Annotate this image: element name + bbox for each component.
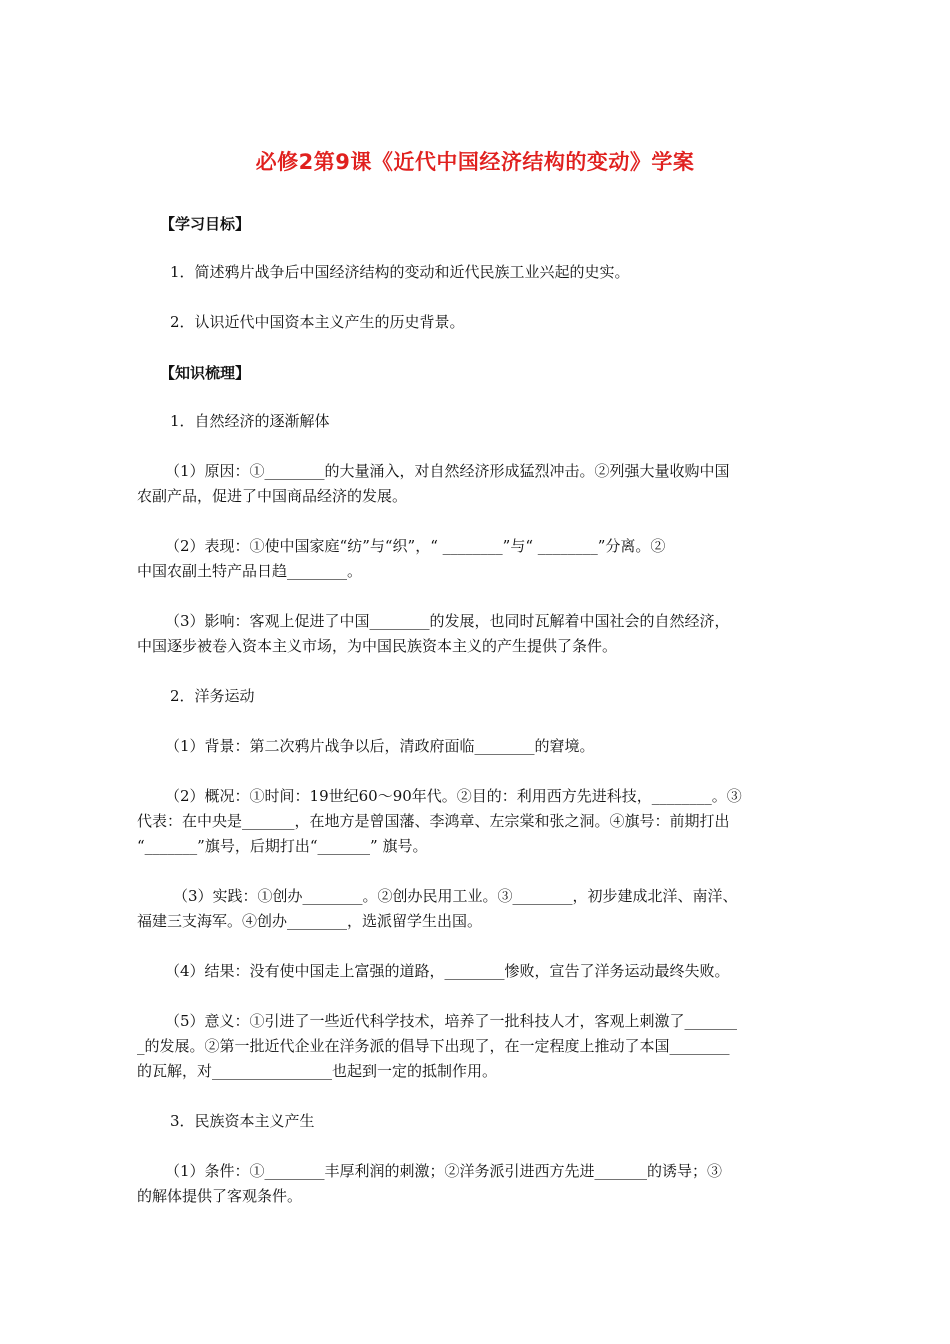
page-title: 必修2第9课《近代中国经济结构的变动》学案 — [255, 150, 695, 174]
paragraph-line: 中国农副土特产品日趋________。 — [137, 562, 363, 580]
paragraph-line: （3）影响：客观上促进了中国________的发展，也同时瓦解着中国社会的自然经济， — [165, 612, 730, 630]
paragraph-line: （5）意义：①引进了一些近代科学技术，培养了一批科技人才，客观上刺激了_______ — [165, 1012, 738, 1030]
paragraph-line: （4）结果：没有使中国走上富强的道路，________惨败，宣告了洋务运动最终失败。 — [165, 962, 730, 980]
paragraph-line: _的发展。②第一批近代企业在洋务派的倡导下出现了，在一定程度上推动了本国________ — [137, 1037, 730, 1055]
section-heading: 3．民族资本主义产生 — [170, 1112, 315, 1130]
paragraph-line: （3）实践：①创办________。②创办民用工业。③________，初步建成北洋、南洋、 — [173, 887, 738, 905]
paragraph-line: （1）原因：①________的大量涌入，对自然经济形成猛烈冲击。②列强大量收购中国 — [165, 462, 730, 480]
paragraph-line: 的解体提供了客观条件。 — [137, 1187, 303, 1205]
goal-item: 2．认识近代中国资本主义产生的历史背景。 — [170, 313, 465, 331]
goal-item: 1．简述鸦片战争后中国经济结构的变动和近代民族工业兴起的史实。 — [170, 263, 630, 281]
paragraph-line: （1）背景：第二次鸦片战争以后，清政府面临________的窘境。 — [165, 737, 595, 755]
paragraph-line: 中国逐步被卷入资本主义市场，为中国民族资本主义的产生提供了条件。 — [137, 637, 618, 655]
section-heading: 1．自然经济的逐渐解体 — [170, 412, 330, 430]
paragraph-line: （2）概况：①时间：19世纪60～90年代。②目的：利用西方先进科技，________。③ — [165, 787, 742, 805]
paragraph-line: 的瓦解，对________________也起到一定的抵制作用。 — [137, 1062, 498, 1080]
paragraph-line: 农副产品，促进了中国商品经济的发展。 — [137, 487, 408, 505]
paragraph-line: （1）条件：①________丰厚利润的刺激；②洋务派引进西方先进_______的诱导；③ — [165, 1162, 723, 1180]
knowledge-heading: 【知识梳理】 — [160, 364, 251, 382]
paragraph-line: 代表：在中央是_______，在地方是曾国藩、李鸿章、左宗棠和张之洞。④旗号：前期打出 — [137, 812, 730, 830]
paragraph-line: （2）表现：①使中国家庭“纺”与“织”，“ ________”与“ ________”分离。② — [165, 537, 666, 555]
goals-heading: 【学习目标】 — [160, 215, 251, 233]
paragraph-line: “_______”旗号，后期打出“_______” 旗号。 — [137, 837, 428, 855]
paragraph-line: 福建三支海军。④创办________，选派留学生出国。 — [137, 912, 483, 930]
section-heading: 2．洋务运动 — [170, 687, 255, 705]
